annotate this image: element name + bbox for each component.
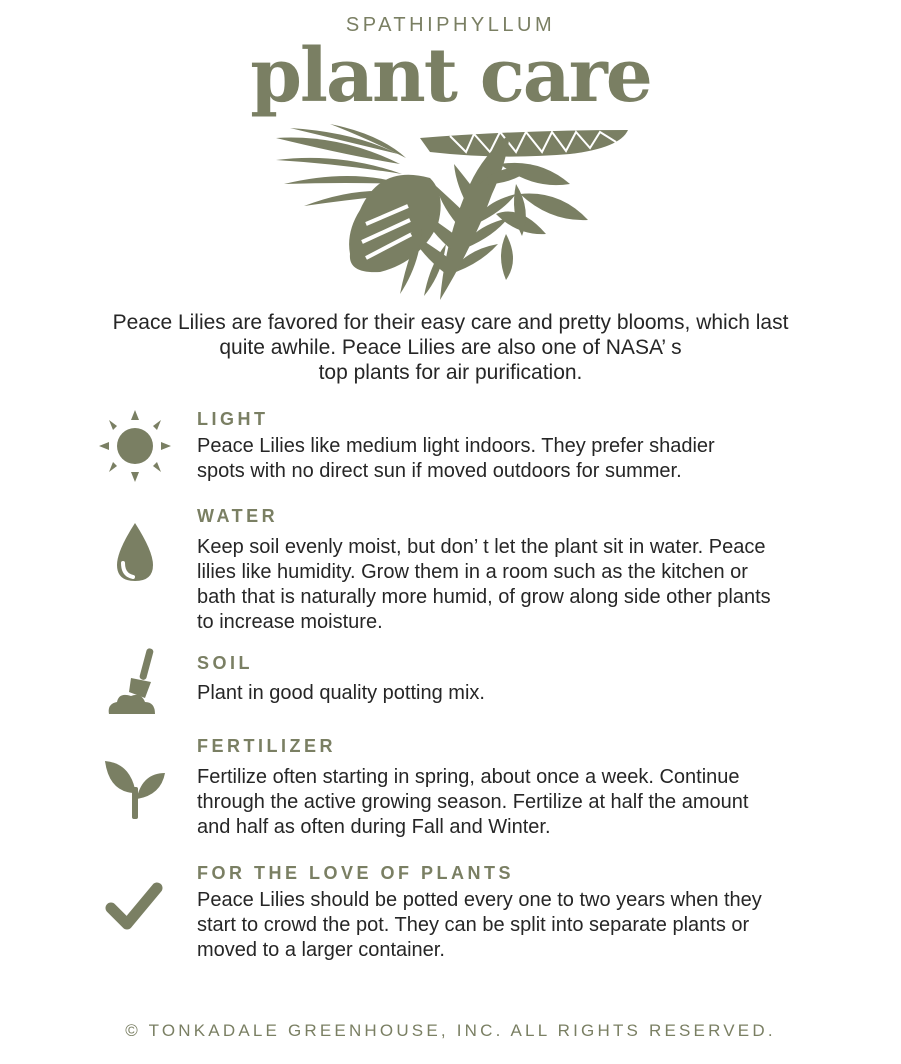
plant-species-label: SPATHIPHYLLUM [345,14,556,36]
body-line: to increase moisture. [197,611,383,633]
body-line: Peace Lilies like medium light indoors. They prefer shadier [197,435,715,457]
copyright-footer: © TONKADALE GREENHOUSE, INC. ALL RIGHTS RESERVED. [125,1021,776,1040]
page-title: plant care [250,33,651,119]
body-line: Keep soil evenly moist, but don’ t let the plant sit in water. Peace [197,536,766,558]
body-line: lilies like humidity. Grow them in a room such as the kitchen or [197,561,748,583]
section-body [197,535,822,635]
section-body [197,434,822,484]
sun-icon [95,408,175,488]
tropical-leaves-icon [270,124,632,300]
section-body [197,681,822,706]
sprout-icon [95,751,175,831]
section-for-the-love-of-plants [0,862,901,972]
section-heading: FERTILIZER [197,736,336,756]
section-body [197,765,822,840]
section-water [0,505,901,640]
body-line: start to crowd the pot. They can be split into separate plants or [197,914,750,936]
section-soil [0,652,901,727]
water-drop-icon [95,515,175,595]
checkmark-icon [95,864,175,944]
section-heading: WATER [197,506,279,526]
body-line: Fertilize often starting in spring, about once a week. Continue [197,766,740,788]
section-light [0,408,901,498]
section-fertilizer [0,735,901,845]
section-body [197,888,822,963]
intro-line: Peace Lilies are favored for their easy care and pretty blooms, which last [112,311,789,334]
section-heading: FOR THE LOVE OF PLANTS [197,863,515,883]
body-line: and half as often during Fall and Winter. [197,816,551,838]
section-heading: LIGHT [197,409,269,429]
body-line: spots with no direct sun if moved outdoors for summer. [197,460,682,482]
intro-line: top plants for air purification. [318,361,583,384]
body-line: Peace Lilies should be potted every one to two years when they [197,889,762,911]
body-line: through the active growing season. Fertilize at half the amount [197,791,749,813]
tropical-leaves-illustration [270,124,632,300]
body-line: moved to a larger container. [197,939,445,961]
body-line: bath that is naturally more humid, of grow along side other plants [197,586,771,608]
body-line: Plant in good quality potting mix. [197,682,485,704]
soil-trowel-icon [95,644,175,724]
section-heading: SOIL [197,653,254,673]
intro-line: quite awhile. Peace Lilies are also one of NASA’ s [219,336,682,359]
intro-paragraph [80,310,821,385]
